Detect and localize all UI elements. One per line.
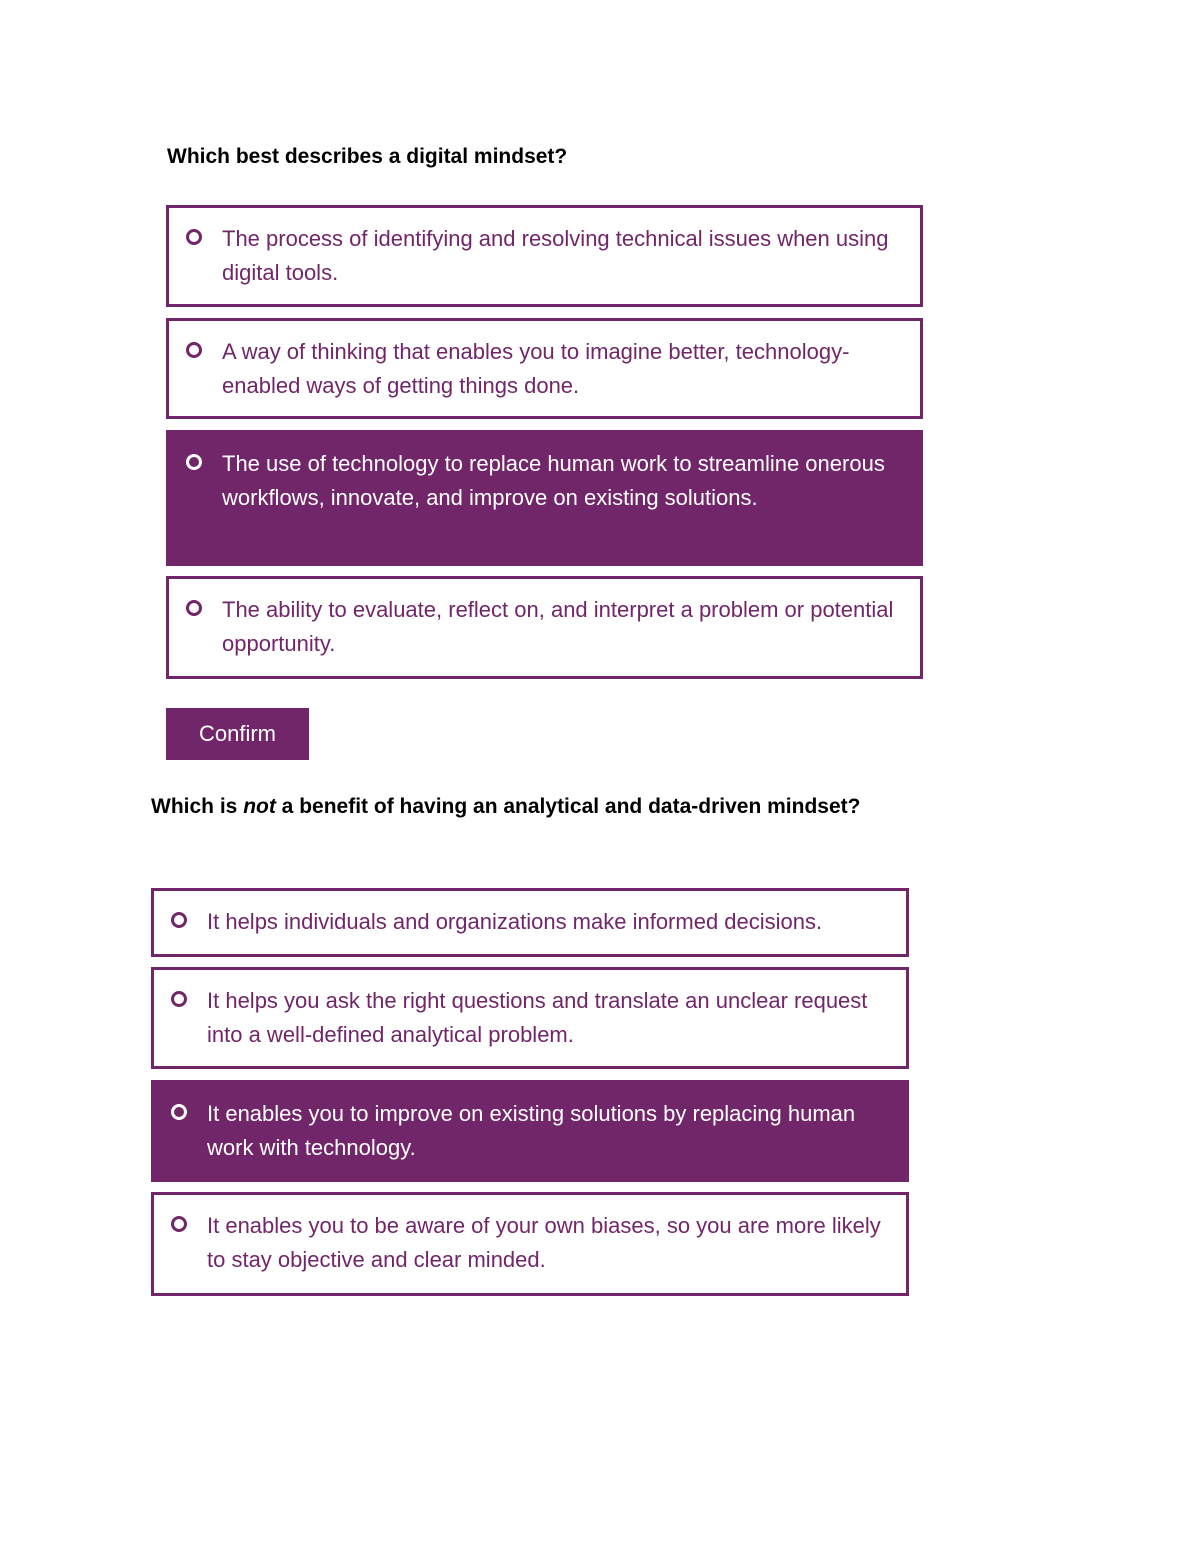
radio-button-icon[interactable] [171, 912, 187, 928]
option-label: The use of technology to replace human work to streamline onerous workflows, innovate, and improve on existing solutions. [222, 451, 885, 510]
question-1-option-4[interactable] [166, 576, 923, 679]
question-2-text [151, 790, 911, 824]
question-2-option-4[interactable] [151, 1192, 909, 1296]
question-2-option-3[interactable] [151, 1080, 909, 1182]
question-1-option-3[interactable] [166, 430, 923, 566]
radio-button-icon[interactable] [186, 342, 202, 358]
question-1-text: Which best describes a digital mindset? [167, 145, 568, 168]
question-2-text-before: Which is [151, 795, 244, 818]
option-label: The ability to evaluate, reflect on, and interpret a problem or potential opportunity. [222, 597, 894, 656]
radio-button-icon[interactable] [186, 229, 202, 245]
question-2-option-2[interactable] [151, 967, 909, 1069]
radio-button-icon[interactable] [186, 600, 202, 616]
question-2-text-after: a benefit of having an analytical and data-driven mindset? [275, 795, 861, 818]
option-label: A way of thinking that enables you to imagine better, technology-enabled ways of getting things done. [222, 339, 850, 398]
option-label: It helps individuals and organizations make informed decisions. [207, 909, 823, 934]
question-1-option-2[interactable] [166, 318, 923, 419]
option-label: The process of identifying and resolving technical issues when using digital tools. [222, 226, 889, 285]
option-label: It helps you ask the right questions and translate an unclear request into a well-defined analytical problem. [207, 988, 868, 1047]
question-2-option-1[interactable] [151, 888, 909, 957]
question-1-option-1[interactable] [166, 205, 923, 307]
radio-button-icon[interactable] [171, 1104, 187, 1120]
option-label: It enables you to be aware of your own biases, so you are more likely to stay objective and clear minded. [207, 1213, 881, 1272]
confirm-button[interactable]: Confirm [166, 708, 309, 760]
option-label: It enables you to improve on existing solutions by replacing human work with technology. [207, 1101, 856, 1160]
radio-button-icon[interactable] [171, 1216, 187, 1232]
question-2-text-emphasis: not [243, 795, 276, 818]
radio-button-icon[interactable] [171, 991, 187, 1007]
radio-button-icon[interactable] [186, 454, 202, 470]
